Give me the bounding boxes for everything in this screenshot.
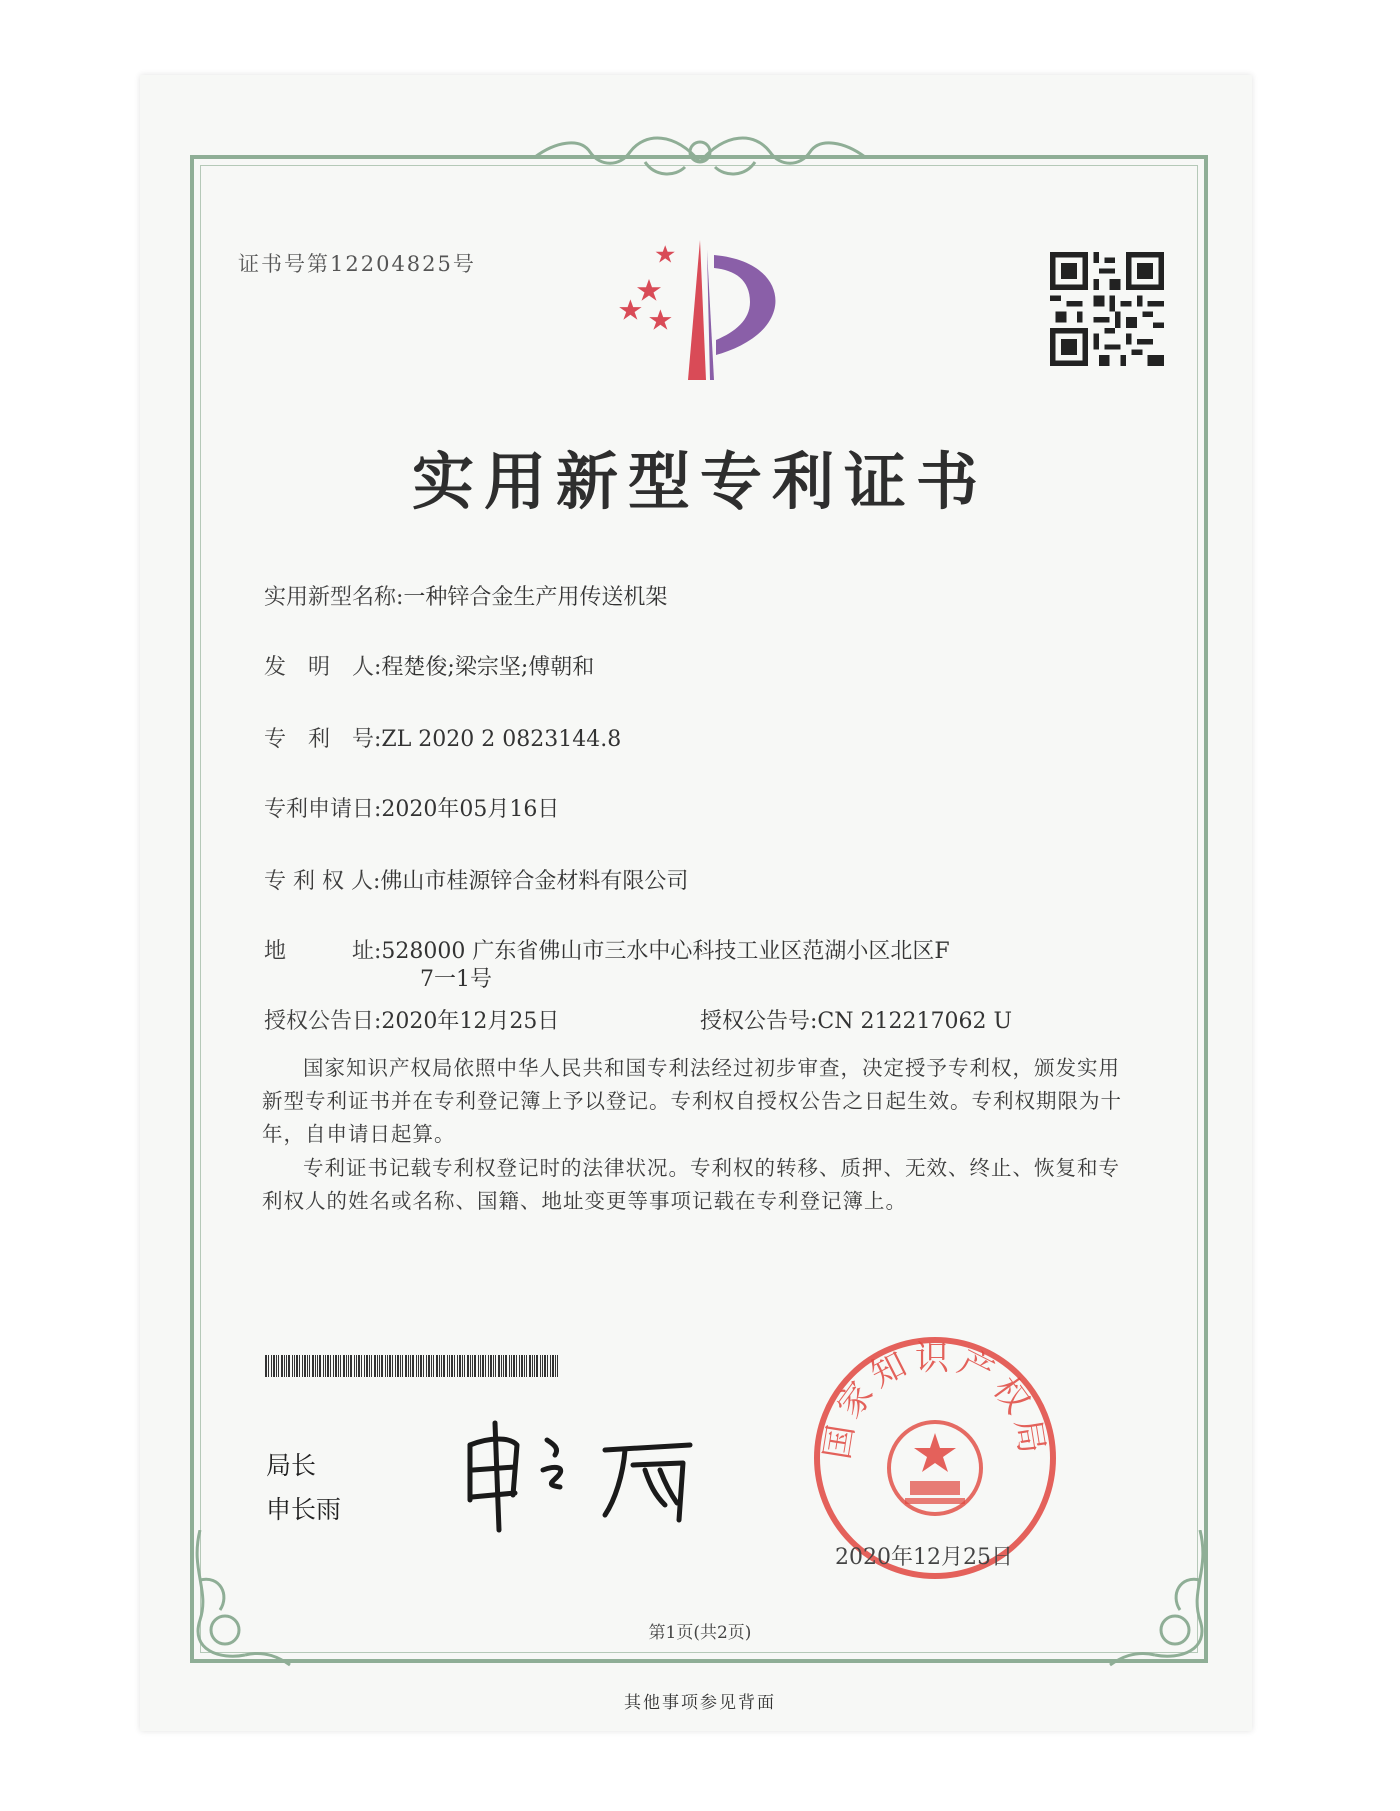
patentee-value: 佛山市桂源锌合金材料有限公司 [380,869,689,894]
director-name: 申长雨 [266,1495,342,1524]
seal-date: 2020年12月25日 [835,1545,1013,1570]
grant-publication-number-label: 授权公告号: [700,1009,818,1034]
row-address [264,934,950,965]
patent-number-value: ZL 2020 2 0823144.8 [381,727,622,752]
row-utility-model-name [264,580,667,611]
barcode [265,1355,560,1377]
grant-publication-number [700,1004,1012,1035]
footer-note: 其他事项参见背面 [624,1693,776,1713]
certificate-title: 实用新型专利证书 [411,445,988,518]
row-inventor [264,650,594,681]
bottom-left-ornament [185,1530,295,1670]
utility-model-name-value: 一种锌合金生产用传送机架 [403,585,668,610]
qr-code [1050,252,1164,366]
grant-date-value: 2020年12月25日 [381,1009,560,1034]
legal-paragraph-2: 专利证书记载专利权登记时的法律状况。专利权的转移、质押、无效、终止、恢复和专利权人的姓名或名称、国籍、地址变更等事项记载在专利登记簿上。 [262,1156,1120,1213]
filing-date-label: 专利申请日: [264,797,382,822]
filing-date-value: 2020年05月16日 [381,797,560,822]
page-number: 第1页(共2页) [648,1623,752,1643]
bottom-right-ornament [1105,1530,1215,1670]
row-patent-number [264,722,621,753]
address-label: 地 址: [264,939,382,964]
inventor-label: 发 明 人: [264,655,382,680]
utility-model-name-label: 实用新型名称: [264,585,404,610]
address-value-line1: 528000 广东省佛山市三水中心科技工业区范湖小区北区F [381,939,950,964]
director-title: 局长 [266,1451,317,1480]
cnipa-emblem-icon [610,240,800,380]
patent-number-label: 专 利 号: [264,727,382,752]
legal-paragraph-1: 国家知识产权局依照中华人民共和国专利法经过初步审查，决定授予专利权，颁发实用新型专利证书并在专利登记簿上予以登记。专利权自授权公告之日起生效。专利权期限为十年，自申请日起算。 [262,1056,1122,1146]
director-signature [455,1415,705,1535]
row-grant-date [264,1004,559,1035]
address-value-line2: 7一1号 [420,967,492,992]
top-ornament [525,122,875,182]
certificate-number: 证书号第12204825号 [238,252,476,276]
seal-text: 国家知识产权局 [817,1338,1053,1463]
grant-date-label: 授权公告日: [264,1009,382,1034]
row-patentee [264,864,688,895]
patentee-label: 专 利 权 人: [264,869,381,894]
grant-publication-number-value: CN 212217062 U [817,1009,1013,1034]
inventor-value: 程楚俊;梁宗坚;傅朝和 [381,655,595,680]
row-filing-date [264,792,559,823]
